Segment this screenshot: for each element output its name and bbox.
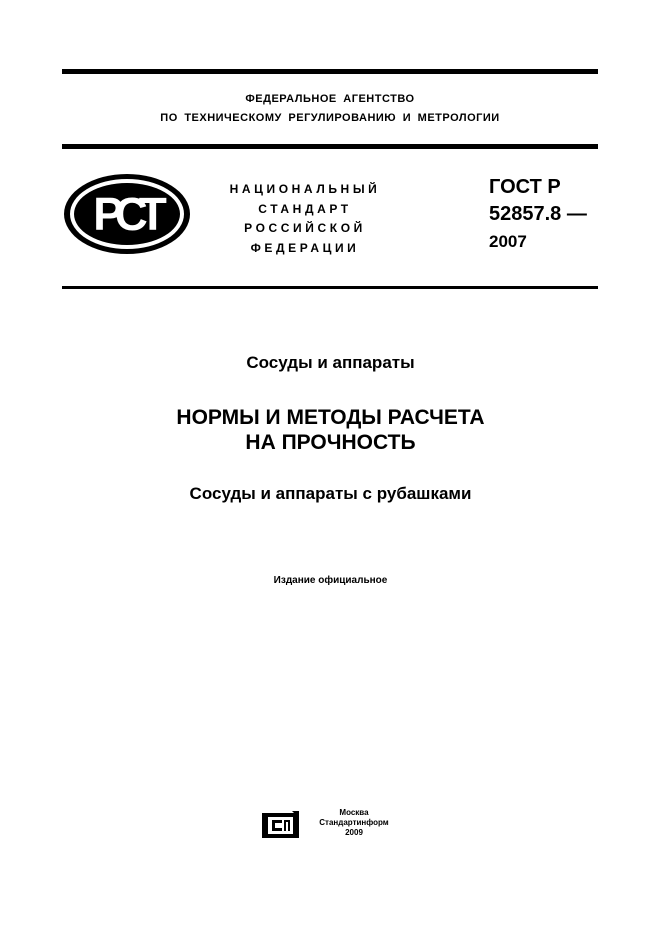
standard-line-2: СТАНДАРТ	[258, 201, 352, 216]
gost-number-year: 2007	[489, 232, 527, 251]
publisher-block	[304, 808, 404, 838]
standard-designation	[200, 180, 410, 258]
document-title: Сосуды и аппараты	[246, 353, 415, 372]
logo-text: РСТ	[93, 188, 159, 240]
top-rule	[62, 69, 598, 74]
main-heading-line-1: НОРМЫ И МЕТОДЫ РАСЧЕТА	[176, 406, 485, 429]
standard-line-3: РОССИЙСКОЙ	[244, 221, 366, 235]
standard-line-1: НАЦИОНАЛЬНЫЙ	[229, 182, 381, 196]
publisher-year: 2009	[345, 828, 363, 837]
publisher-city: Москва	[339, 808, 369, 817]
gost-r-certification-logo-icon	[62, 172, 192, 256]
document-subtitle: Сосуды и аппараты с рубашками	[189, 484, 472, 503]
standartinform-logo-icon	[262, 811, 299, 838]
gost-number-line-2: 52857.8 —	[489, 203, 587, 225]
document-main-heading	[0, 405, 661, 455]
publisher-name: Стандартинформ	[319, 818, 389, 827]
standard-line-4: ФЕДЕРАЦИИ	[250, 240, 360, 255]
gost-number	[489, 174, 587, 255]
edition-label: Издание официальное	[273, 575, 388, 586]
header-rule	[62, 144, 598, 149]
agency-line-1: ФЕДЕРАЛЬНОЕ АГЕНТСТВО	[245, 93, 415, 105]
gost-number-line-1: ГОСТ Р	[489, 176, 561, 198]
agency-line-2: ПО ТЕХНИЧЕСКОМУ РЕГУЛИРОВАНИЮ И МЕТРОЛОГИИ	[160, 112, 500, 124]
lower-rule	[62, 286, 598, 289]
main-heading-line-2: НА ПРОЧНОСТЬ	[245, 431, 416, 454]
